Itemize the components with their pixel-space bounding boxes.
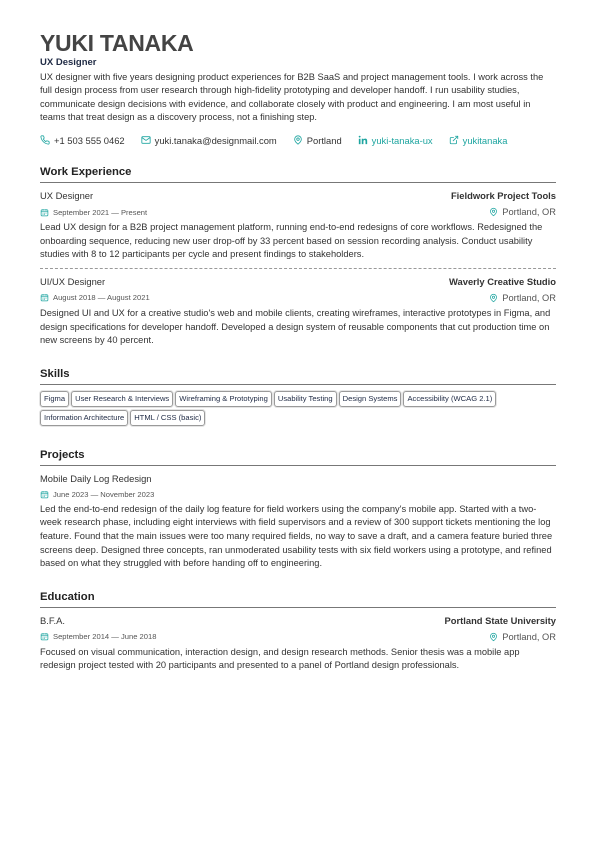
entry-description: Lead UX design for a B2B project management platform, running end-to-end redesigns of core workflows. Redesigned the onboarding sequence, reducing new user drop-off by 33 percent based on session recording analysis. Conduct usability studies with 8 to 12 participants per cycle and present findings to stakeholders.	[40, 222, 543, 260]
map-pin-icon	[489, 207, 498, 217]
location-text: Portland	[306, 134, 342, 146]
phone-icon	[40, 135, 50, 145]
work-experience-section	[40, 165, 556, 348]
calendar-icon	[40, 632, 49, 641]
skills-list	[40, 385, 556, 429]
skill-chip: Accessibility (WCAG 2.1)	[403, 391, 496, 407]
work-entry	[40, 183, 556, 269]
section-heading: Education	[40, 590, 556, 608]
external-link-icon	[449, 135, 459, 145]
skill-chip: Wireframing & Prototyping	[175, 391, 272, 407]
entry-role: UI/UX Designer	[40, 275, 106, 287]
entry-organization: Waverly Creative Studio	[449, 275, 556, 287]
entry-organization: Fieldwork Project Tools	[450, 190, 556, 202]
skills-section	[40, 367, 556, 429]
calendar-icon	[40, 490, 49, 499]
skill-chip: Design Systems	[339, 391, 402, 407]
contact-bar	[40, 134, 556, 146]
linkedin-link: yuki-tanaka-ux	[371, 134, 433, 146]
calendar-icon	[40, 293, 49, 302]
entry-description: Designed UI and UX for a creative studio's web and mobile clients, creating wireframes, interactive prototypes in Figma, and design specifications for developer handoff. Developed a design system of reusable components that cut production time on new screens by 40 percent.	[40, 307, 551, 346]
entry-degree: B.F.A.	[40, 614, 66, 626]
linkedin-icon	[358, 135, 368, 145]
entry-description: Led the end-to-end redesign of the daily log feature for field workers using the company's mobile app. Started with a two-week research phase, including eight interviews with field supervisors and a review of 300 support tickets mentioning the log feature. Found that the main issues were too many required fields, no way to save a draft, and a camera feature buried three screens deep. Designed three concepts, ran unmoderated usability tests with six field workers using a prototype, and refined based on what they struggled with before handing off to engineering.	[40, 503, 553, 569]
contact-phone[interactable]	[40, 135, 125, 146]
section-heading: Work Experience	[40, 165, 556, 183]
map-pin-icon	[489, 293, 498, 303]
skill-chip: Information Architecture	[40, 410, 128, 426]
resume-header	[40, 30, 556, 124]
work-entry	[40, 269, 556, 348]
entry-location: Portland, OR	[489, 632, 556, 642]
education-entry	[40, 608, 556, 673]
projects-section	[40, 448, 556, 571]
entry-location: Portland, OR	[489, 293, 556, 303]
entry-dates: August 2018 — August 2021	[40, 293, 150, 302]
portfolio-link: yukitanaka	[462, 134, 508, 146]
calendar-icon	[40, 208, 49, 217]
education-section	[40, 590, 556, 673]
resume-page	[40, 30, 556, 673]
entry-description: Focused on visual communication, interaction design, and design research methods. Senior thesis was a mobile app redesign project tested with 20 participants and presented to a panel of Portland design professionals.	[40, 646, 520, 671]
project-entry	[40, 466, 556, 571]
contact-linkedin[interactable]	[358, 135, 433, 146]
entry-role: UX Designer	[40, 190, 94, 202]
entry-dates: September 2021 — Present	[40, 208, 147, 217]
map-pin-icon	[293, 135, 303, 145]
summary-paragraph: UX designer with five years designing product experiences for B2B SaaS and project management tools. I work across the full design process from user research through high-fidelity prototyping and developer handoff. I run usability studies, communicate design decisions with evidence, and collaborate closely with product and engineering. I am most useful in teams that treat design as a discovery process, not a finishing step.	[40, 72, 544, 122]
contact-portfolio[interactable]	[449, 135, 508, 146]
phone-text: +1 503 555 0462	[54, 134, 125, 146]
map-pin-icon	[489, 632, 498, 642]
entry-school: Portland State University	[444, 614, 556, 626]
skill-chip: HTML / CSS (basic)	[130, 410, 205, 426]
project-name: Mobile Daily Log Redesign	[40, 472, 152, 484]
section-heading: Projects	[40, 448, 556, 466]
contact-email[interactable]	[141, 135, 277, 146]
entry-location: Portland, OR	[489, 207, 556, 217]
entry-dates: June 2023 — November 2023	[40, 490, 154, 499]
entry-dates: September 2014 — June 2018	[40, 632, 156, 641]
contact-location	[293, 135, 342, 146]
skill-chip: Usability Testing	[274, 391, 337, 407]
candidate-title: UX Designer	[40, 57, 97, 68]
skill-chip: User Research & Interviews	[71, 391, 173, 407]
skill-chip: Figma	[40, 391, 69, 407]
email-text: yuki.tanaka@designmail.com	[154, 134, 277, 146]
section-heading: Skills	[40, 367, 556, 385]
mail-icon	[141, 135, 151, 145]
candidate-name: YUKI TANAKA	[40, 30, 194, 56]
